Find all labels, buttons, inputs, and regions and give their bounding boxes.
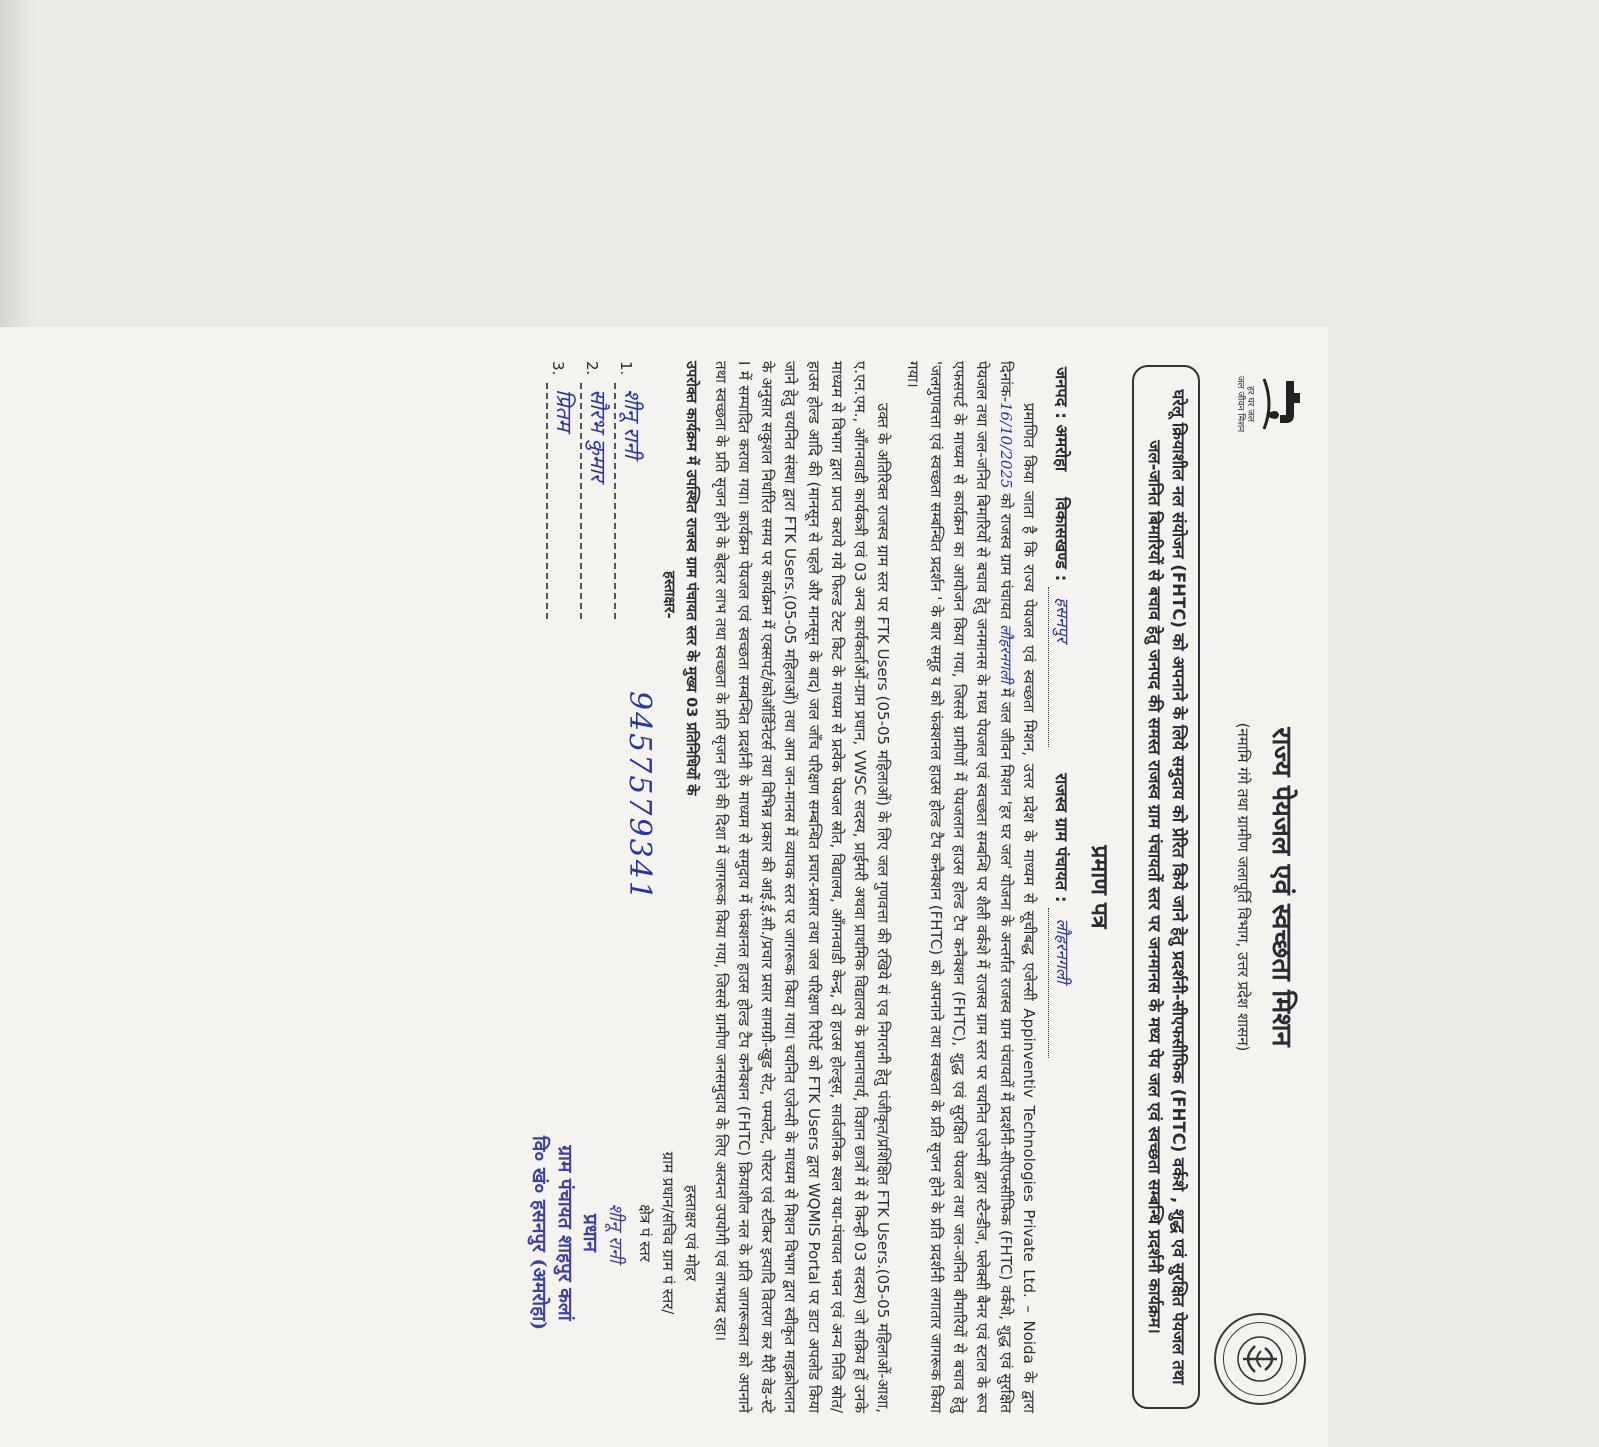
certificate-paragraph-2: उक्त के अतिरिक्त राजस्व ग्राम स्तर पर FTK Users (05-05 महिलाओं) के लिए जल गुणवत्ता की रखिये सं एव निगरानी हेतु पंजीकृत/प्रशिक्षित FTK Users.(05-05 महिलाओं-आशा, ए.एन.एम., आँगनवाडी कार्यकत्री एवं 03 अन्य कार्यकर्ताओं-ग्राम प्रधान, VWSC सदस्य, प्राईमरी अथवा प्राथमिक विद्यालय के प्रधानाचार्य, विज्ञान छात्रों में से किन्ही 03 सदस्य) जो सक्रिय हों उनके माध्यम से विभाग द्वारा प्राप्त कराये गये फिल्ड टेस्ट किट के माध्यम से प्रत्येक पेयजल स्रोत, विद्यालय, आँगनवाडी केन्द्र, दो हाउस होल्ड्स, सार्वजनिक स्थल यथा-पंचायत भवन एवं अन्य निजि स्रोत/हाउस होल्ड आदि की (मानसून से पहले और मानसून के बाद) जल जाँच परिक्षण सम्बन्धित प्रचार-प्रसार तथा जल परिक्षण रिपोर्ट को FTK Users द्वारा WQMIS Portal पर डाटा अपलोड किया जाने हेतु चयनित संस्था द्वारा FTK Users.(05-05 महिलाओं) तथा आम जन-मानस में व्यापक स्तर पर जागरूक किया गया। चयनित एजेन्सी के माध्यम से मिशन विभाग द्वारा स्वीकृत माइक्रोप्लान के अनुसार सकुशल निर्धारित समय पर कार्यक्रम में एक्सपर्ट/कोऑर्डिनेटर्स तथा विभिन्न प्रकार की आई.ई.सी./प्रचार प्रसार सामग्री-खुड सेट, पम्पलेट, पोस्टर एवं स्टीकर इत्यादि वितरण कर मैरी वेड-स्टे I में सम्पादित कराया गया। कार्यक्रम पेयजल एवं स्वच्छता सम्बन्धित प्रदर्शनी के माध्यम से समुदाय में फंक्शनल हाउस होल्ड टैप कनैक्शन (FHTC) क्रियाशील नल के प्रति जागरूकता को अपनाने तथा स्वच्छता के प्रति सृजन होने के बेहतर लाभ तथा स्वच्छता के प्रति सृजन होने की दिशा में जागरूक किया गया, जिससे ग्रामीण जनसमुदाय के लिए अत्यन्त उपयोगी एवं लाभप्रद रहा। bbox=[711, 361, 893, 1413]
signatory-designation: ग्राम प्रधान/सचिव ग्राम पं स्तर/ bbox=[659, 1151, 678, 1315]
state-emblem-seal bbox=[1214, 1313, 1306, 1405]
village-value: लौहरनगली bbox=[1048, 908, 1075, 1058]
signature-and-seal-label: हस्ताक्षर एवं मोहर bbox=[682, 1184, 701, 1282]
representative-number: 1. bbox=[616, 361, 635, 376]
organization-title: राज्य पेयजल एवं स्वच्छता मिशन bbox=[1266, 727, 1297, 1047]
program-description-box: घरेलू क्रियाशील नल संयोजन (FHTC) को अपनाने के लिये समुदाय को प्रेरित किये जाने हेतु प्रदर्शनी-सीएफसीफिक (FHTC) वर्कशे , शुद्ध एवं सुरक्षित पेयजल तथा जल-जनित बिमारियों से बचाव हेतु जनपद की समस्त राजस्व ग्राम पंचायतों स्तर पर जनमानस के मध्य पेय जल एवं स्वच्छता सम्बन्धि प्रदर्शनी कार्यक्रम। bbox=[1132, 365, 1200, 1409]
paragraph-1-mid: को राजस्व ग्राम पंचायत bbox=[996, 488, 1015, 625]
event-date: 16/10/2025 bbox=[996, 402, 1015, 489]
certificate-page bbox=[0, 327, 1328, 1447]
certificate-paragraph-1 bbox=[900, 361, 1040, 1413]
representative-signature: सौरभ कुमार bbox=[580, 383, 615, 619]
district-label: जनपद : अमरोहा bbox=[1051, 367, 1071, 472]
stamp-village: ग्राम पंचायत शाहपुर कलां bbox=[553, 1145, 576, 1321]
stamp-block: वि० खं० हसनपुर (अमरोहा) bbox=[528, 1135, 551, 1331]
signatory-level: क्षेत्र पं स्तर bbox=[635, 1204, 654, 1262]
village-label: राजस्व ग्राम पंचायत : bbox=[1051, 773, 1071, 903]
block-value: हसनपुर bbox=[1048, 587, 1075, 747]
letterhead bbox=[1214, 361, 1306, 1413]
har-ghar-jal-logo bbox=[1220, 367, 1304, 441]
representative-number: 2. bbox=[582, 361, 601, 376]
representatives-sign-label: हस्ताक्षर- bbox=[660, 571, 677, 619]
paragraph-1-intro: प्रमाणित किया जाता है कि राज्य पेयजल एवं स्वच्छता मिशन, उत्तर प्रदेश के माध्यम से सूचीबद्ध एजेन्सी Appinventiv Technologies Private Ltd. – Noida के द्वारा दिनांक- bbox=[996, 361, 1038, 1413]
signature-section bbox=[384, 361, 702, 1413]
representative-number: 3. bbox=[548, 361, 567, 376]
emblem-icon bbox=[1223, 1322, 1297, 1396]
stamp-signature: शीनू रानी bbox=[604, 1203, 626, 1263]
representative-signature: शीनू रानी bbox=[614, 383, 649, 619]
paragraph-1-body: में जल जीवन मिशन 'हर घर जल' योजना के अन्तर्गत राजस्व ग्राम पंचायतों में प्रदर्शनी-सीएफसीफिक (FHTC) वर्कशे, शुद्ध एवं सुरक्षित पेयजल तथा जल-जनित बिमारियों से बचाव हेतु जनमानस के मध्य पेयजल एवं स्वच्छता सम्बन्धि पर शैली वर्कशे में राजस्व ग्राम स्तर पर चयनित एजेन्सी द्वारा स्टैन्डीज, फ्लेक्सी बैनर एवं स्टाल के रूप एफसपर्ट के माध्यम से कार्यक्रम का आयोजन किया गया, जिससे ग्रामीणों में पेयजलान हाउस होल्ड टैप कनैक्शन (FHTC), शुद्ध एवं सुरक्षित पेयजल तथा जल-जनित बीमारियों से बचाव हेतु 'जलगुणवत्ता एवं स्वच्छता सम्बन्धित प्रदर्शन ' के बार समूह य को फंक्शनल हाउस होल्ड टैप कनैक्शन (FHTC) को अपनाने तथा स्वच्छता के प्रति सृजन होने के प्रति प्रदर्शनी लगातार जागरूक किया गया। bbox=[903, 361, 1015, 1413]
official-signature-block bbox=[525, 1043, 702, 1423]
logo-caption: हर घर जल जल जीवन मिशन bbox=[1235, 375, 1255, 433]
water-tap-icon bbox=[1258, 375, 1304, 433]
representative-signature: प्रितम bbox=[546, 383, 581, 619]
handwritten-phone-number: 9457579341 bbox=[622, 691, 658, 902]
stamp-title: प्रधान bbox=[579, 1214, 602, 1252]
representatives-heading: उपरोक्त कार्यक्रम में उपस्थित राजस्व ग्राम पंचायत स्तर के मुख्य 03 प्रतिनिधियों के bbox=[683, 361, 700, 796]
location-fields bbox=[1048, 367, 1075, 1407]
certificate-heading: प्रमाण पत्र bbox=[1086, 845, 1113, 929]
paragraph-village-name: लौहरनगली bbox=[996, 624, 1015, 684]
organization-subtitle: (नमामि गंगे तथा ग्रामीण जलापूर्ति विभाग, उत्तर प्रदेश शासन) bbox=[1234, 722, 1253, 1052]
block-label: विकासखण्ड : bbox=[1051, 497, 1071, 582]
pradhan-stamp bbox=[525, 1043, 626, 1423]
